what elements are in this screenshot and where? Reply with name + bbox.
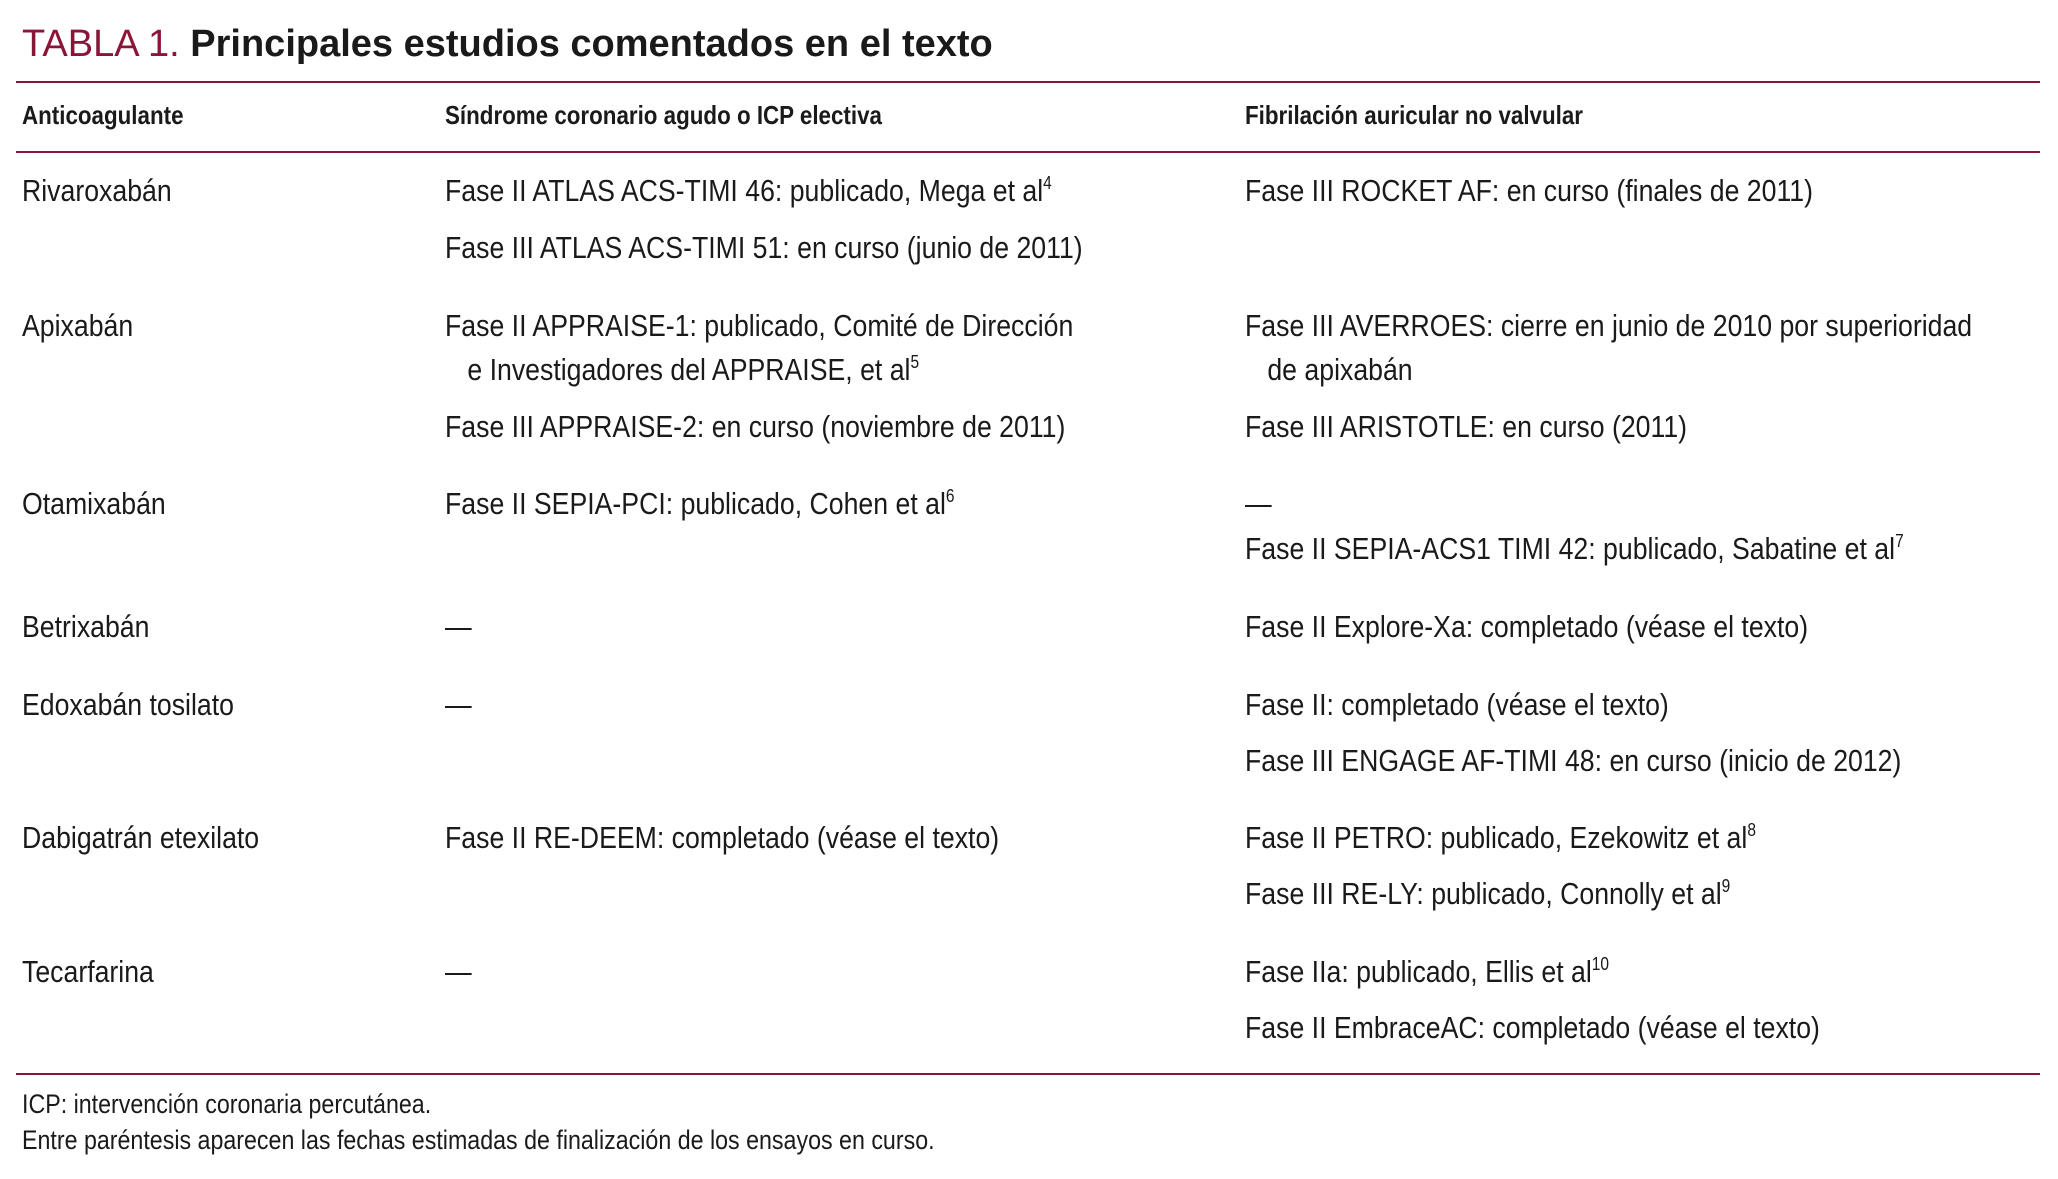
af-study: Fase II Explore-Xa: completado (véase el texto) [1245, 609, 1809, 644]
drug-rivaroxaban: Rivaroxabán [22, 173, 172, 208]
acs-study: Fase II RE-DEEM: completado (véase el texto) [445, 820, 1000, 855]
table-title [22, 18, 993, 70]
study-text-continuation [445, 348, 1073, 392]
acs-study: Fase III ATLAS ACS-TIMI 51: en curso (junio de 2011) [445, 230, 1083, 265]
study-text: Fase IIa: publicado, Ellis et al [1245, 954, 1592, 989]
header-rule [16, 151, 2040, 153]
table-footnotes [22, 1086, 935, 1158]
footnote: ICP: intervención coronaria percutánea. [22, 1089, 432, 1119]
af-study [1245, 816, 1756, 860]
study-text: Fase III AVERROES: cierre en junio de 2010 por superioridad [1245, 308, 1973, 343]
reference-superscript: 6 [945, 486, 955, 506]
study-text-continuation: de apixabán [1267, 352, 1413, 387]
drug-edoxaban: Edoxabán tosilato [22, 687, 234, 722]
af-study [1245, 304, 1972, 392]
study-text: Fase II SEPIA-ACS1 TIMI 42: publicado, Sabatine et al [1245, 531, 1896, 566]
af-study: Fase II: completado (véase el texto) [1245, 687, 1669, 722]
drug-betrixaban: Betrixabán [22, 609, 150, 644]
reference-superscript: 9 [1721, 876, 1731, 896]
table-title-text: Principales estudios comentados en el texto [190, 23, 993, 65]
acs-dash: — [445, 687, 472, 722]
top-rule [16, 81, 2040, 83]
acs-study [445, 304, 1073, 392]
study-text: Fase II PETRO: publicado, Ezekowitz et al [1245, 820, 1748, 855]
acs-dash: — [445, 954, 472, 989]
study-text: e Investigadores del APPRAISE, et al [467, 352, 911, 387]
af-study [1245, 872, 1730, 916]
acs-study: Fase III APPRAISE-2: en curso (noviembre de 2011) [445, 409, 1066, 444]
reference-superscript: 7 [1895, 531, 1904, 551]
bottom-rule [16, 1073, 2040, 1075]
af-study: Fase II EmbraceAC: completado (véase el texto) [1245, 1010, 1820, 1045]
table-label: TABLA 1. [22, 23, 180, 65]
af-study [1245, 950, 1609, 994]
af-study: Fase III ARISTOTLE: en curso (2011) [1245, 409, 1688, 444]
af-study [1245, 527, 1904, 571]
header-af: Fibrilación auricular no valvular [1245, 100, 1583, 130]
reference-superscript: 5 [910, 352, 920, 372]
drug-apixaban: Apixabán [22, 308, 134, 343]
footnote: Entre paréntesis aparecen las fechas estimadas de finalización de los ensayos en curso. [22, 1125, 935, 1155]
drug-tecarfarina: Tecarfarina [22, 954, 154, 989]
drug-otamixaban: Otamixabán [22, 486, 166, 521]
study-text: Fase II APPRAISE-1: publicado, Comité de Dirección [445, 308, 1074, 343]
header-anticoagulante: Anticoagulante [22, 100, 184, 130]
reference-superscript: 8 [1747, 820, 1756, 840]
header-acs: Síndrome coronario agudo o ICP electiva [445, 100, 882, 130]
study-text: Fase III RE-LY: publicado, Connolly et al [1245, 876, 1722, 911]
acs-dash: — [445, 609, 472, 644]
drug-dabigatran: Dabigatrán etexilato [22, 820, 260, 855]
study-text: Fase II SEPIA-PCI: publicado, Cohen et al [445, 486, 946, 521]
af-study: Fase III ROCKET AF: en curso (finales de 2011) [1245, 173, 1814, 208]
af-study: Fase III ENGAGE AF-TIMI 48: en curso (inicio de 2012) [1245, 743, 1902, 778]
acs-study [445, 169, 1052, 213]
acs-study [445, 482, 954, 526]
study-text: Fase II ATLAS ACS-TIMI 46: publicado, Mega et al [445, 173, 1044, 208]
reference-superscript: 4 [1043, 173, 1052, 193]
af-dash: — [1245, 486, 1272, 521]
reference-superscript: 10 [1591, 954, 1609, 974]
